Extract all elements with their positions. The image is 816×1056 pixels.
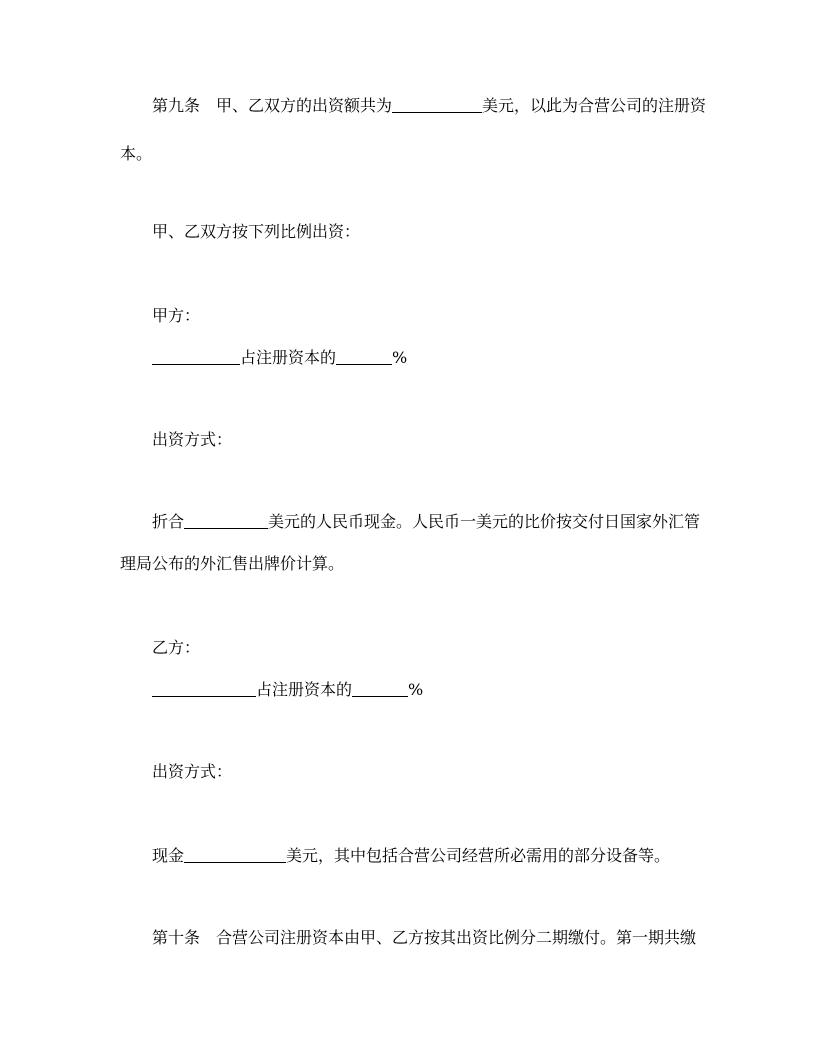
party-b-share-line	[152, 680, 423, 700]
article-9-prefix: 第九条	[152, 96, 201, 115]
article-10-line	[152, 928, 696, 948]
article-10-text: 合营公司注册资本由甲、乙方按其出资比例分二期缴付。第一期共缴	[216, 928, 697, 947]
party-a-amount-blank	[152, 348, 240, 365]
party-b-usd-blank	[184, 846, 286, 863]
party-b-label: 乙方：	[152, 638, 201, 657]
party-b-percent-sign: %	[408, 680, 424, 699]
article-9-continuation: 本。	[120, 144, 153, 163]
party-b-amount-blank	[152, 680, 256, 697]
party-a-method-line	[152, 512, 700, 532]
article-10-prefix: 第十条	[152, 928, 201, 947]
party-a-method-continuation: 理局公布的外汇售出牌价计算。	[120, 554, 345, 573]
article-9-text-b: 美元，以此为合营公司的注册资	[482, 96, 707, 115]
party-a-label: 甲方：	[152, 306, 201, 325]
party-a-method-b: 美元的人民币现金。人民币一美元的比价按交付日国家外汇管	[268, 512, 701, 531]
party-b-percent-blank	[352, 680, 408, 697]
ratio-intro: 甲、乙双方按下列比例出资：	[152, 222, 361, 241]
party-a-method-label: 出资方式：	[152, 430, 233, 449]
party-b-share-text: 占注册资本的	[256, 680, 353, 699]
party-b-method-b: 美元，其中包括合营公司经营所必需用的部分设备等。	[286, 846, 671, 865]
party-b-method-line	[152, 846, 670, 866]
party-a-share-text: 占注册资本的	[240, 348, 337, 367]
party-a-usd-blank	[184, 512, 268, 529]
party-a-percent-sign: %	[392, 348, 408, 367]
party-b-method-label: 出资方式：	[152, 762, 233, 781]
party-b-method-a: 现金	[152, 846, 185, 865]
total-capital-blank	[392, 96, 482, 113]
article-9-line	[152, 96, 706, 116]
article-9-text-a: 甲、乙双方的出资额共为	[216, 96, 393, 115]
party-a-percent-blank	[336, 348, 392, 365]
party-a-share-line	[152, 348, 407, 368]
party-a-method-a: 折合	[152, 512, 185, 531]
